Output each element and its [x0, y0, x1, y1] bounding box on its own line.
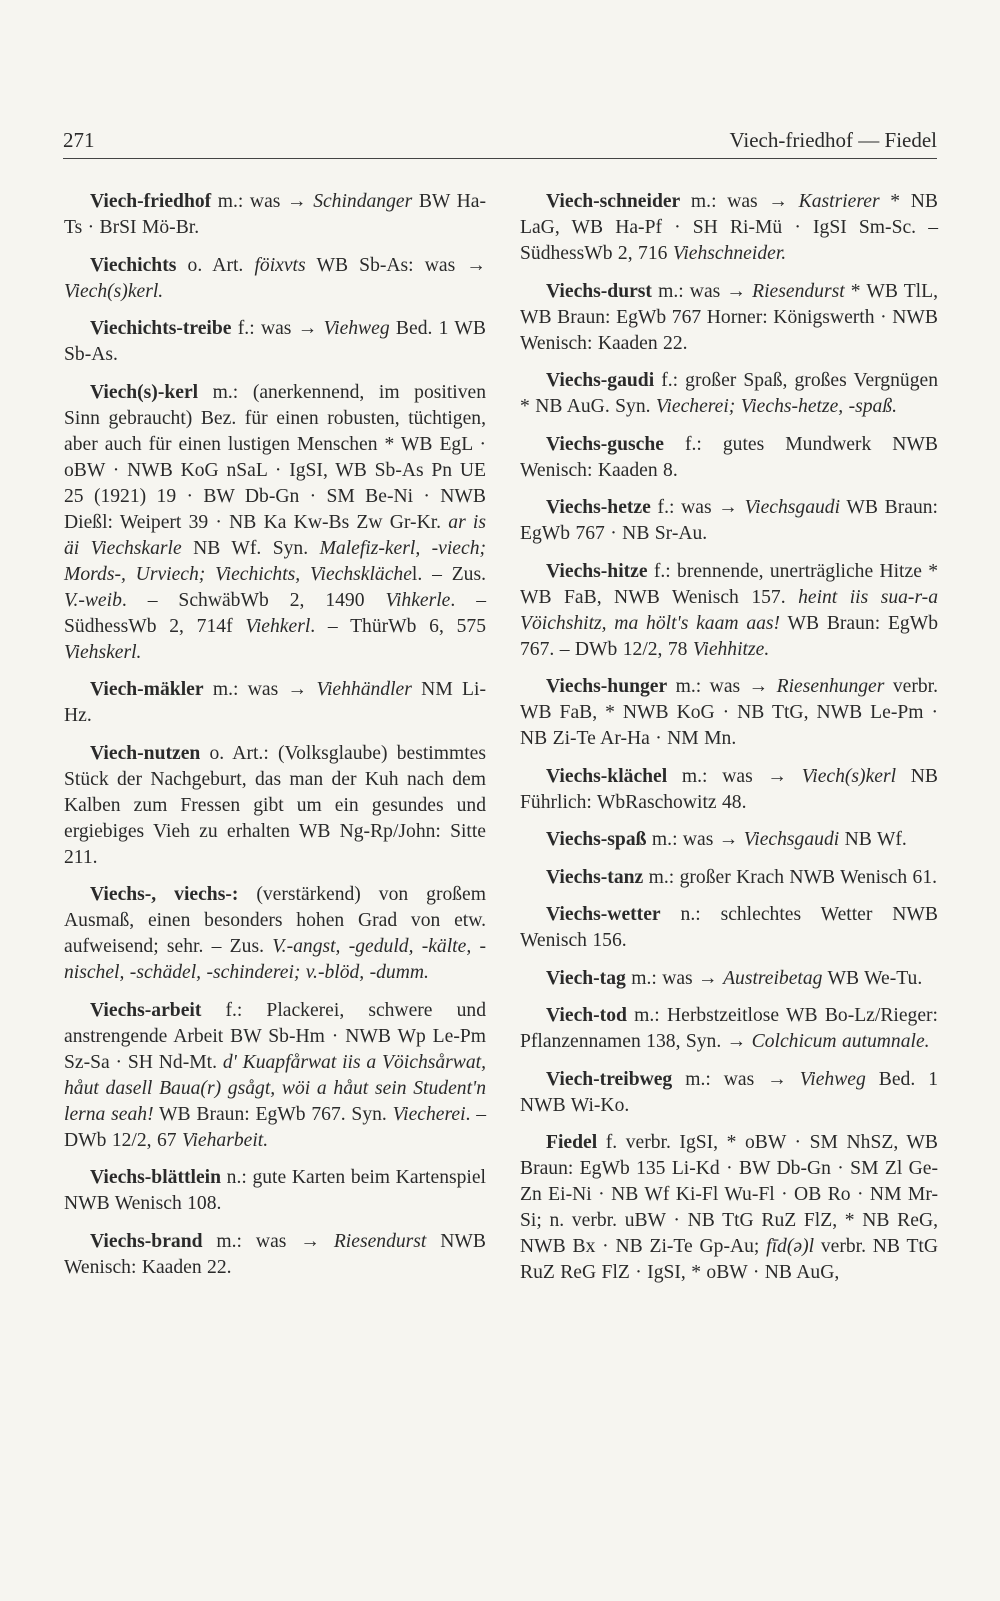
entry-text: NB Wf.	[839, 829, 907, 850]
entry-text: WB Braun: EgWb 767. Syn.	[153, 1103, 393, 1125]
entry-text: verbr. WB FaB, * NWB KoG · NB TtG, NWB Le-Pm · NB Zi-Te Ar-Ha · NM Mn.	[520, 676, 938, 749]
page-header	[63, 124, 937, 159]
entry-text: f. verbr. IgSI, * oBW · SM NhSZ, WB Braun: EgWb 135 Li-Kd · BW Db-Gn · SM Zl Ge-Zn Ei-Ni · NB Wf Ki-Fl Wu-Fl · OB Ro · NM Mr-Si; n. verbr. uBW · NB TtG RuZ FlZ, * NB ReG, NWB Bx · NB Zi-Te Gp-Au;	[520, 1132, 938, 1257]
entry-headword: Viechs-wetter	[546, 904, 661, 925]
entry-text: Bed. 1 NWB Wi-Ko.	[520, 1068, 938, 1116]
dictionary-entry	[64, 189, 486, 241]
dictionary-entry	[520, 1067, 938, 1119]
entry-headword: Viechs-hitze	[546, 560, 648, 582]
entry-italic-text: fīd(ə)l	[766, 1236, 815, 1257]
entry-italic-text: Vihkerle	[385, 589, 451, 611]
entry-text: m.: was →	[672, 1068, 800, 1090]
entry-italic-text: Malefiz-kerl, -viech; Mords-, Urviech; Viechichts, Viechskläche	[64, 537, 487, 585]
dictionary-entry	[520, 1130, 938, 1286]
entry-headword: Viechs-tanz	[546, 866, 644, 888]
dictionary-entry	[64, 882, 486, 986]
dictionary-entry	[520, 189, 938, 267]
entry-text: m.: was →	[202, 1230, 334, 1252]
entry-headword: Viechs-hunger	[546, 676, 668, 697]
dictionary-entry	[64, 1165, 486, 1217]
entry-text: o. Art.	[176, 254, 255, 276]
dictionary-entry	[520, 764, 938, 816]
entry-text: BW Ha-Ts · BrSI Mö-Br.	[64, 191, 486, 238]
entry-italic-text: Riesenhunger	[776, 676, 885, 697]
entry-italic-text: Viehhändler	[316, 679, 412, 700]
dictionary-entry	[64, 316, 486, 368]
dictionary-entry	[520, 865, 938, 891]
entry-italic-text: Colchicum autumnale.	[751, 1031, 930, 1052]
entry-italic-text: Viechsgaudi	[744, 497, 841, 518]
entry-text: m.: was →	[646, 829, 744, 850]
entry-italic-text: Viehweg	[323, 318, 390, 339]
entry-headword: Viechichts-treibe	[90, 318, 232, 339]
dictionary-entry	[520, 966, 938, 992]
entry-headword: Viechs-brand	[90, 1230, 203, 1252]
entry-headword: Viech-friedhof	[90, 191, 212, 212]
entry-italic-text: Austreibetag	[723, 967, 823, 989]
entry-text: . – SüdhessWb 2, 714f	[64, 589, 487, 637]
entry-headword: Viech-nutzen	[90, 742, 201, 764]
dictionary-entry	[520, 559, 938, 663]
entry-text: m.: was →	[667, 676, 777, 697]
running-head: Viech-friedhof — Fiedel	[729, 128, 937, 152]
entry-italic-text: Viech(s)kerl	[801, 765, 897, 787]
entry-italic-text: Viecherei; Viechs-hetze, -spaß.	[655, 396, 898, 417]
dictionary-entry	[520, 1003, 938, 1055]
entry-headword: Viech-mäkler	[90, 679, 204, 700]
entry-headword: Viechs-gaudi	[546, 370, 655, 391]
entry-text: o. Art.: (Volksglaube) bestimmtes Stück der Nachgeburt, das man der Kuh nach dem Kalben zum Fressen gibt um ein gesundes und ergiebiges Vieh zu erhalten WB Ng-Rp/John: Sitte 211.	[64, 742, 486, 868]
entry-text: f.: was →	[650, 497, 745, 518]
entry-italic-text: Viehhitze.	[692, 638, 770, 660]
entry-headword: Viech-tag	[546, 967, 626, 989]
left-column	[64, 189, 486, 1292]
entry-italic-text: heint iis sua-r-a Vöichshitz, ma hölt's kaam aas!	[520, 586, 938, 634]
entry-italic-text: Viecherei	[392, 1103, 466, 1125]
entry-headword: Viechs-arbeit	[90, 999, 202, 1021]
entry-headword: Viechs-gusche	[546, 433, 664, 455]
entry-text: NB Wf. Syn.	[181, 537, 320, 559]
entry-italic-text: d' Kuapfårwat iis a Vöichsårwat, håut dasell Baua(r) gsågt, wöi a håut sein Student'n lerna seah!	[64, 1051, 486, 1125]
entry-text: l. – Zus.	[411, 563, 486, 585]
dictionary-entry	[64, 1229, 486, 1281]
entry-text: Bed. 1 WB Sb-As.	[64, 318, 486, 365]
dictionary-entry	[64, 380, 486, 666]
dictionary-entry	[520, 279, 938, 357]
entry-text: m.: was →	[651, 280, 753, 302]
entry-text: WB Braun: EgWb 767. – DWb 12/2, 78	[520, 612, 938, 660]
entry-headword: Viech-treibweg	[546, 1068, 673, 1090]
entry-headword: Viech(s)-kerl	[90, 381, 199, 403]
entry-text: (verstärkend) von großem Ausmaß, einen besonders hohen Grad von etw. aufweisend; sehr. – Zus.	[64, 884, 486, 957]
entry-text: f.: Plackerei, schwere und anstrengende Arbeit BW Sb-Hm · NWB Wp Le-Pm Sz-Sa · SH Nd-Mt.	[64, 999, 486, 1073]
entry-text: NB Führlich: WbRaschowitz 48.	[520, 765, 938, 813]
entry-text: m.: Herbstzeitlose WB Bo-Lz/Rieger: Pflanzennamen 138, Syn. →	[520, 1005, 938, 1052]
entry-headword: Viechs-blättlein	[90, 1167, 221, 1188]
entry-text: m.: was →	[211, 191, 314, 212]
dictionary-entry	[520, 432, 938, 484]
entry-italic-text: V.-weib	[64, 589, 122, 611]
entry-italic-text: ar is äi Viechskarle	[64, 511, 486, 559]
dictionary-entry	[64, 677, 486, 729]
entry-italic-text: Viehkerl	[245, 615, 311, 637]
entry-text: m.: (anerkennend, im positiven Sinn gebraucht) Bez. für einen robusten, tüchtigen, aber auch für einen lustigen Menschen * WB EgL · oBW · NWB KoG nSaL · IgSI, WB Sb-As Pn UE 25 (1921) 19 · BW Db-Gn · SM Be-Ni · NWB Dießl: Weipert 39 · NB Ka Kw-Bs Zw Gr-Kr.	[64, 381, 486, 533]
entry-headword: Viechs-spaß	[546, 829, 647, 850]
entry-text: f.: was →	[231, 318, 324, 339]
entry-headword: Viechichts	[90, 254, 177, 276]
entry-headword: Viech-schneider	[546, 191, 681, 212]
dictionary-entry	[64, 998, 486, 1154]
entry-italic-text: Viech(s)kerl.	[64, 280, 164, 302]
entry-text: WB Braun: EgWb 767 · NB Sr-Au.	[520, 497, 938, 544]
entry-text: n.: gute Karten beim Kartenspiel NWB Wenisch 108.	[64, 1167, 486, 1214]
entry-headword: Viech-tod	[546, 1005, 627, 1026]
entry-text: f.: brennende, unerträgliche Hitze * WB FaB, NWB Wenisch 157.	[520, 560, 938, 608]
entry-italic-text: V.-angst, -geduld, -kälte, -nischel, -schädel, -schinderei; v.-blöd, -dumm.	[64, 936, 486, 983]
entry-headword: Viechs-, viechs-:	[90, 884, 239, 905]
entry-text: . – ThürWb 6, 575	[310, 615, 486, 637]
entry-text: * NB LaG, WB Ha-Pf · SH Ri-Mü · IgSI Sm-Sc. – SüdhessWb 2, 716	[520, 191, 938, 264]
entry-text: m.: großer Krach NWB Wenisch 61.	[643, 866, 938, 888]
entry-italic-text: Schindanger	[313, 191, 413, 212]
page-number: 271	[63, 128, 95, 152]
entry-text: m.: was →	[667, 765, 802, 787]
dictionary-entry	[520, 674, 938, 752]
dictionary-entry	[520, 902, 938, 954]
entry-italic-text: Riesendurst	[752, 280, 845, 302]
entry-text: NWB Wenisch: Kaaden 22.	[64, 1230, 486, 1278]
entry-text: m.: was →	[625, 967, 724, 989]
entry-text: m.: was →	[680, 191, 799, 212]
entry-italic-text: Viechsgaudi	[743, 829, 840, 850]
entry-text: . – SchwäbWb 2, 1490	[121, 589, 386, 611]
entry-text: . – DWb 12/2, 67	[64, 1103, 487, 1151]
entry-text: m.: was →	[203, 679, 317, 700]
entry-text: verbr. NB TtG RuZ ReG FlZ · IgSI, * oBW · NB AuG,	[520, 1236, 939, 1283]
dictionary-entry	[520, 495, 938, 547]
entry-text: f.: gutes Mundwerk NWB Wenisch: Kaaden 8.	[520, 433, 938, 481]
entry-text: WB We-Tu.	[822, 967, 923, 989]
entry-text: NM Li-Hz.	[64, 679, 486, 726]
entry-italic-text: Vieharbeit.	[181, 1129, 269, 1151]
entry-text: n.: schlechtes Wetter NWB Wenisch 156.	[520, 904, 938, 951]
entry-headword: Fiedel	[546, 1132, 598, 1153]
dictionary-entry	[64, 253, 486, 305]
entry-text: * WB TlL, WB Braun: EgWb 767 Horner: Königswerth · NWB Wenisch: Kaaden 22.	[520, 280, 938, 354]
entry-headword: Viechs-hetze	[546, 497, 651, 518]
entry-headword: Viechs-durst	[546, 280, 652, 302]
dictionary-entry	[520, 827, 938, 853]
entry-italic-text: Viehskerl.	[64, 641, 142, 663]
entry-headword: Viechs-klächel	[546, 765, 668, 787]
dictionary-entry	[520, 368, 938, 420]
entry-italic-text: Riesendurst	[333, 1230, 427, 1252]
entry-italic-text: föixvts	[254, 254, 306, 276]
entry-italic-text: Viehweg	[799, 1068, 866, 1090]
entry-italic-text: Kastrierer	[798, 191, 880, 212]
entry-text: f.: großer Spaß, großes Vergnügen * NB AuG. Syn.	[520, 370, 938, 417]
right-column	[520, 189, 938, 1298]
dictionary-entry	[64, 741, 486, 871]
entry-italic-text: Viehschneider.	[672, 243, 787, 264]
entry-text: WB Sb-As: was →	[305, 254, 486, 276]
